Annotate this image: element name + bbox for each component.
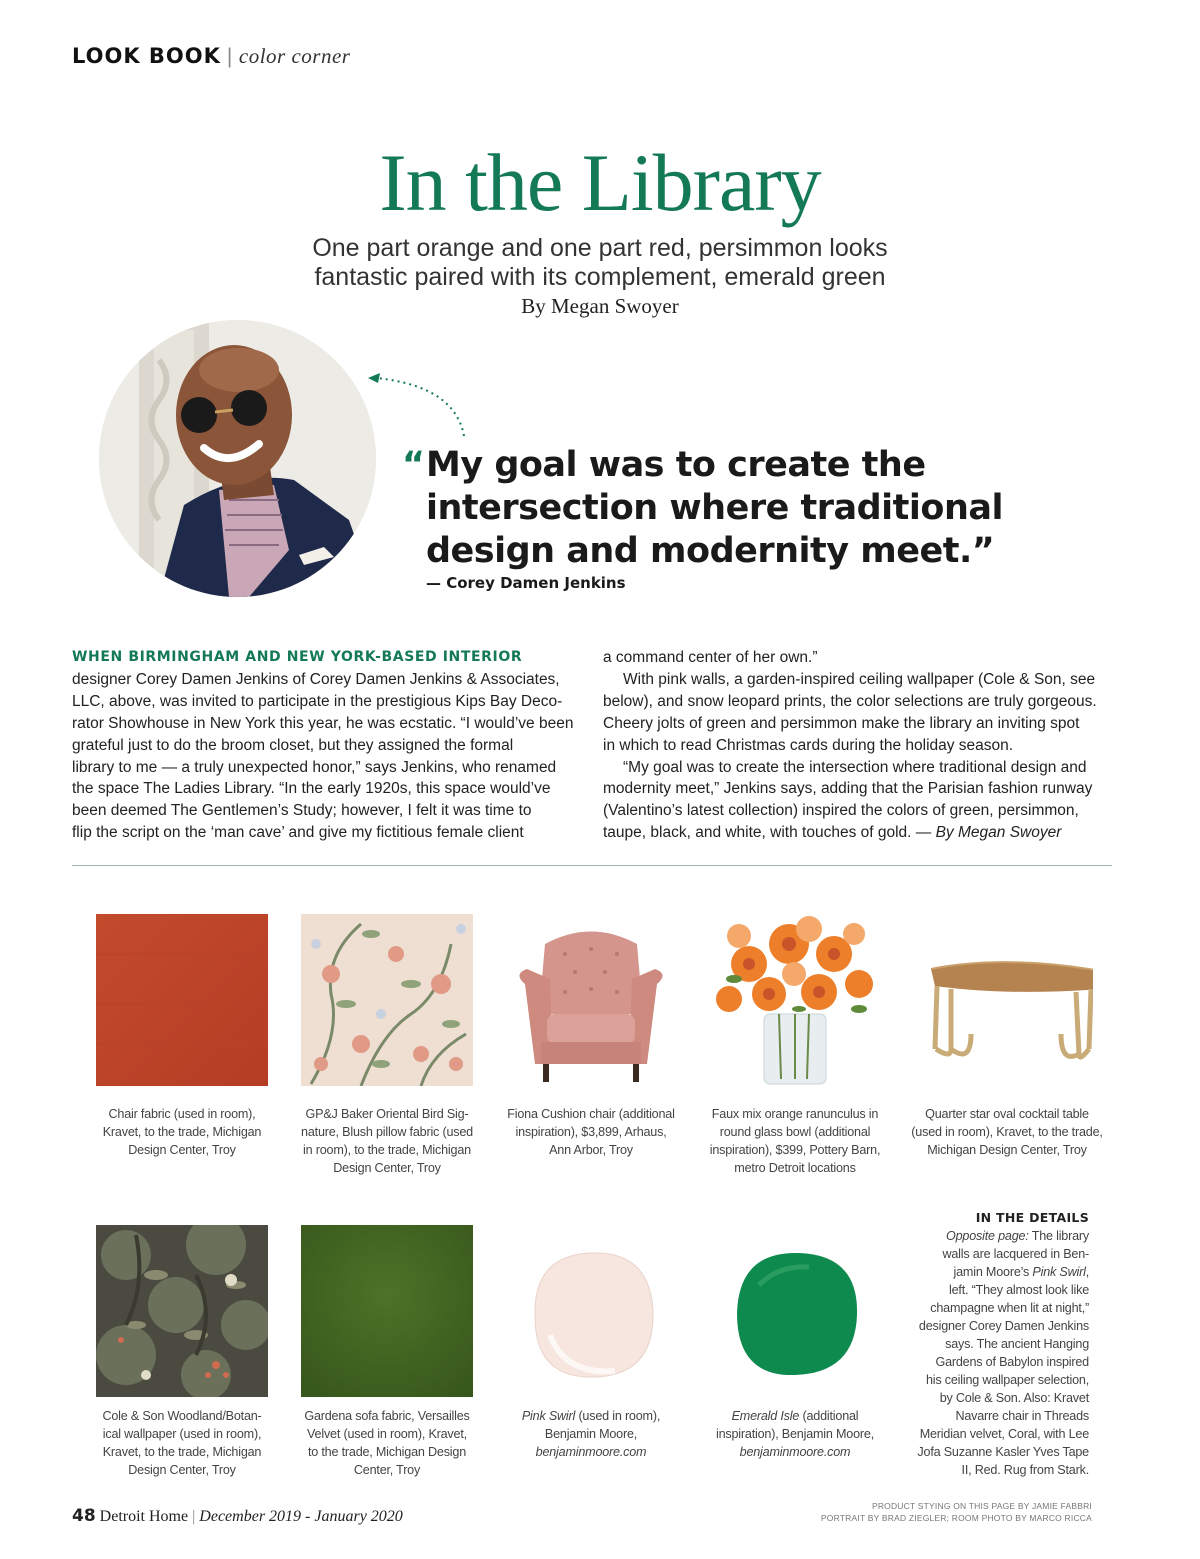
product-woodland-wallpaper <box>82 1225 282 1479</box>
caption-line: Ann Arbor, Troy <box>549 1143 633 1157</box>
body-line: below), and snow leopard prints, the color selections are truly gorgeous. <box>603 692 1097 710</box>
caption-line: in room), to the trade, Michigan <box>303 1143 471 1157</box>
designer-portrait <box>99 320 376 597</box>
pull-quote-attribution: — Corey Damen Jenkins <box>426 574 626 592</box>
caption-line: Gardena sofa fabric, Versailles <box>304 1409 470 1423</box>
dotted-arrow-icon <box>360 366 470 438</box>
body-line: Cheery jolts of green and persimmon make the library an inviting spot <box>603 714 1080 732</box>
details-text: walls are lacquered in Ben- <box>942 1247 1089 1261</box>
product-ranunculus <box>695 914 895 1177</box>
deck-line: fantastic paired with its complement, emerald green <box>314 263 886 291</box>
details-text: Gardens of Babylon inspired <box>935 1355 1089 1369</box>
body-line: flip the script on the ‘man cave’ and give my fictitious female client <box>72 824 524 842</box>
caption-line <box>695 1407 895 1425</box>
pull-quote-line: design and modernity meet.” <box>426 531 995 571</box>
caption-line: inspiration), $3,899, Arhaus, <box>515 1125 667 1139</box>
details-text: The library <box>1028 1229 1089 1243</box>
paint-url: benjaminmoore.com <box>535 1445 647 1459</box>
pull-quote <box>402 444 1003 573</box>
caption-line: Center, Troy <box>353 1463 421 1477</box>
paint-swatch-green <box>709 1225 881 1397</box>
body-line: taupe, black, and white, with touches of gold. — <box>603 824 932 842</box>
caption-line: Kravet, to the trade, Michigan <box>102 1445 262 1459</box>
details-text: Opposite page: <box>946 1229 1029 1243</box>
details-text: Navarre chair in Threads <box>955 1409 1089 1423</box>
flower-arrangement-image <box>709 914 881 1086</box>
body-column-left <box>72 647 582 844</box>
body-line: LLC, above, was invited to participate in the prestigious Kips Bay Deco- <box>72 692 563 710</box>
details-text: Meridian velvet, Coral, with Lee <box>919 1427 1089 1441</box>
details-text: jamin Moore’s <box>953 1265 1033 1279</box>
caption-line: metro Detroit locations <box>734 1161 856 1175</box>
section-rule <box>72 865 1112 866</box>
pull-quote-line: My goal was to create the <box>426 445 926 485</box>
details-text: his ceiling wallpaper selection, <box>925 1373 1089 1387</box>
details-text: II, Red. Rug from Stark. <box>961 1463 1089 1477</box>
product-fiona-chair <box>491 914 691 1159</box>
caption-line: inspiration), $399, Pottery Barn, <box>709 1143 881 1157</box>
details-heading: IN THE DETAILS <box>975 1210 1089 1225</box>
article-title: In the Library <box>379 137 821 228</box>
magazine-name: Detroit Home <box>99 1508 189 1525</box>
caption-line: Design Center, Troy <box>128 1463 236 1477</box>
section-header <box>72 44 350 69</box>
body-line: designer Corey Damen Jenkins of Corey Damen Jenkins & Associates, <box>72 670 560 688</box>
details-text: by Cole & Son. Also: Kravet <box>939 1391 1089 1405</box>
body-line: With pink walls, a garden-inspired ceiling wallpaper (Cole & Son, see <box>623 670 1096 688</box>
paint-swatch-pink <box>505 1225 677 1397</box>
details-text: designer Corey Damen Jenkins <box>918 1319 1089 1333</box>
caption-text: (used in room), <box>575 1409 661 1423</box>
pull-quote-line: intersection where traditional <box>426 488 1003 528</box>
product-cocktail-table <box>907 914 1107 1159</box>
caption-line: Michigan Design Center, Troy <box>927 1143 1087 1157</box>
caption-line: ical wallpaper (used in room), <box>102 1427 262 1441</box>
caption-line: nature, Blush pillow fabric (used <box>301 1125 473 1139</box>
credit-line: PORTRAIT BY BRAD ZIEGLER; ROOM PHOTO BY MARCO RICCA <box>820 1513 1092 1523</box>
caption-text: (additional <box>799 1409 859 1423</box>
floral-fabric-swatch <box>301 914 473 1086</box>
product-chair-fabric <box>82 914 282 1159</box>
body-line: “My goal was to create the intersection where traditional design and <box>623 758 1087 776</box>
fabric-swatch <box>96 914 268 1086</box>
caption-line: GP&J Baker Oriental Bird Sig- <box>305 1107 469 1121</box>
header-divider: | <box>226 45 233 68</box>
body-line: the space The Ladies Library. “In the early 1920s, this space would’ve <box>72 780 551 798</box>
in-the-details-sidebar <box>905 1209 1089 1479</box>
body-line: library to me — a truly unexpected honor,” says Jenkins, who renamed <box>72 758 557 776</box>
lead-in: WHEN BIRMINGHAM AND NEW YORK-BASED INTERIOR <box>72 649 523 665</box>
details-text: says. The ancient Hanging <box>945 1337 1089 1351</box>
details-text: champagne when lit at night,” <box>930 1301 1089 1315</box>
details-text: Pink Swirl <box>1032 1265 1086 1279</box>
caption-line: Design Center, Troy <box>333 1161 441 1175</box>
caption-line: to the trade, Michigan Design <box>307 1445 466 1459</box>
product-emerald-isle-paint <box>695 1225 895 1461</box>
signature: By Megan Swoyer <box>935 824 1062 842</box>
paint-name: Emerald Isle <box>731 1409 800 1423</box>
paint-url: benjaminmoore.com <box>739 1445 851 1459</box>
credit-line: PRODUCT STYING ON THIS PAGE BY JAMIE FABBRI <box>871 1501 1092 1511</box>
caption-line: Cole & Son Woodland/Botan- <box>102 1409 262 1423</box>
article-deck <box>0 234 1200 292</box>
body-line: been deemed The Gentlemen’s Study; however, I felt it was time to <box>72 802 532 820</box>
deck-line: One part orange and one part red, persimmon looks <box>312 234 888 262</box>
body-column-right <box>603 647 1113 844</box>
body-line: grateful just to do the broom closet, but they assigned the formal <box>72 736 514 754</box>
byline: By Megan Swoyer <box>521 294 679 318</box>
caption-line: Chair fabric (used in room), <box>108 1107 256 1121</box>
details-text: left. “They almost look like <box>949 1283 1089 1297</box>
section-label: LOOK BOOK <box>72 44 221 68</box>
body-line: (Valentino’s latest collection) inspired the colors of green, persimmon, <box>603 802 1079 820</box>
caption-line <box>491 1407 691 1425</box>
caption-line: Fiona Cushion chair (additional <box>507 1107 675 1121</box>
cocktail-table-image <box>921 914 1093 1086</box>
details-text: , <box>1085 1265 1089 1279</box>
product-pink-swirl-paint <box>491 1225 691 1461</box>
caption-line: Design Center, Troy <box>128 1143 236 1157</box>
body-line: in which to read Christmas cards during the holiday season. <box>603 736 1014 754</box>
caption-line: (used in room), Kravet, to the trade, <box>911 1125 1103 1139</box>
issue-date: December 2019 - January 2020 <box>199 1508 403 1525</box>
caption-line: Kravet, to the trade, Michigan <box>102 1125 262 1139</box>
caption-line: Quarter star oval cocktail table <box>925 1107 1089 1121</box>
caption-line: Velvet (used in room), Kravet, <box>307 1427 467 1441</box>
caption-line: round glass bowl (additional <box>719 1125 871 1139</box>
caption-line: Faux mix orange ranunculus in <box>711 1107 879 1121</box>
subsection-label: color corner <box>238 44 351 68</box>
photo-credits <box>821 1500 1092 1524</box>
details-text: Jofa Suzanne Kasler Yves Tape <box>917 1445 1089 1459</box>
product-gardena-velvet <box>287 1225 487 1479</box>
body-line: rator Showhouse in New York this year, he was ecstatic. “I would’ve been <box>72 714 574 732</box>
caption-line: inspiration), Benjamin Moore, <box>716 1427 874 1441</box>
caption-line: Benjamin Moore, <box>544 1427 638 1441</box>
body-line: a command center of her own.” <box>603 649 818 666</box>
velvet-swatch <box>301 1225 473 1397</box>
page-footer: 48 Detroit Home | December 2019 - January 2020 <box>72 1506 403 1526</box>
paint-name: Pink Swirl <box>521 1409 576 1423</box>
page-number: 48 <box>72 1506 96 1526</box>
open-quote-mark: “ <box>402 445 425 485</box>
armchair-image <box>505 914 677 1086</box>
product-oriental-bird-fabric <box>287 914 487 1177</box>
wallpaper-swatch <box>96 1225 268 1397</box>
body-line: modernity meet,” Jenkins says, adding that the Parisian fashion runway <box>603 780 1093 798</box>
